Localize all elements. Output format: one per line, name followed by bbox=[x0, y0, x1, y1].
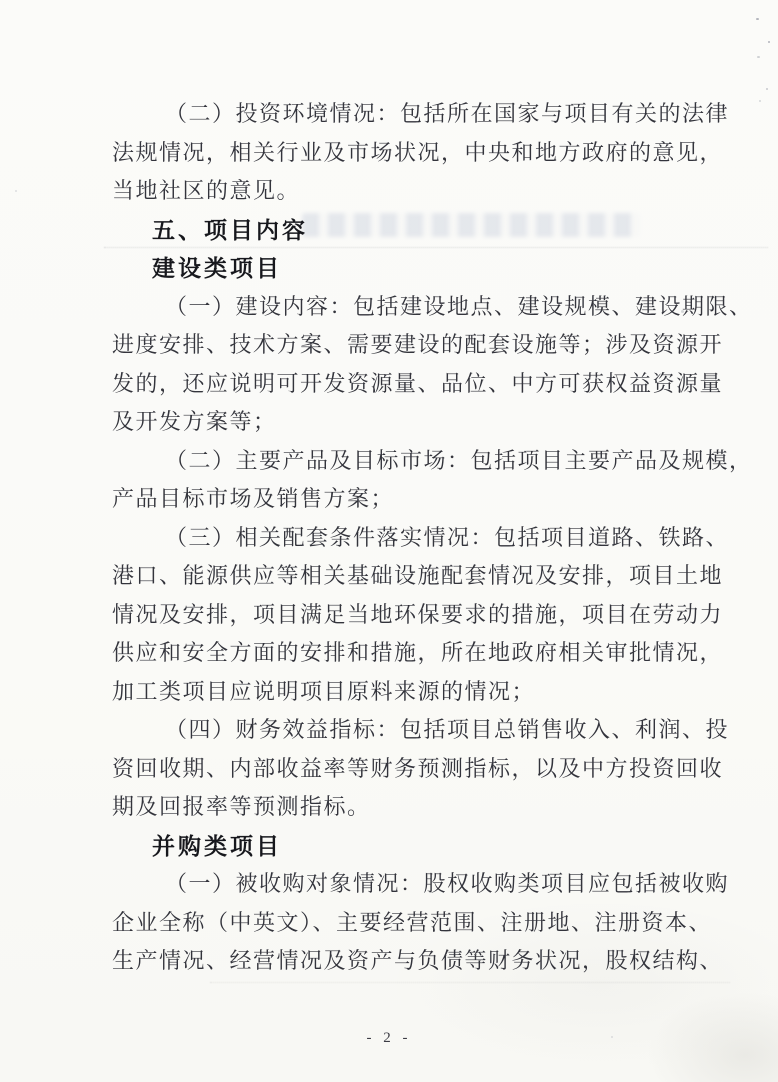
text-line: 情况及安排，项目满足当地环保要求的措施，项目在劳动力 bbox=[112, 601, 724, 627]
document-body bbox=[112, 95, 753, 981]
text-line: 企业全称（中英文）、主要经营范围、注册地、注册资本、 bbox=[112, 909, 713, 935]
text-line: （四）财务效益指标：包括项目总销售收入、利润、投 bbox=[165, 717, 730, 742]
text-line: 港口、能源供应等相关基础设施配套情况及安排，项目土地 bbox=[112, 563, 724, 588]
text-line: 产品目标市场及销售方案； bbox=[112, 486, 395, 511]
text-line: 当地社区的意见。 bbox=[112, 178, 301, 203]
scan-speck bbox=[766, 88, 768, 90]
section-heading: 建设类项目 bbox=[152, 255, 282, 281]
page-number: - 2 - bbox=[366, 1030, 412, 1046]
text-line: （一）被收购对象情况：股权收购类项目应包括被收购 bbox=[165, 871, 730, 896]
scan-streak bbox=[210, 982, 730, 983]
scan-speck bbox=[15, 190, 17, 192]
text-line: 供应和安全方面的安排和措施，所在地政府相关审批情况， bbox=[112, 640, 724, 665]
scan-speck bbox=[759, 100, 761, 102]
text-line: （一）建设内容：包括建设地点、建设规模、建设期限、 bbox=[165, 293, 753, 319]
text-line: 资回收期、内部收益率等财务预测指标，以及中方投资回收 bbox=[112, 755, 724, 781]
paragraph bbox=[112, 711, 730, 827]
text-line: 及开发方案等； bbox=[112, 409, 277, 434]
text-line: 加工类项目应说明项目原料来源的情况； bbox=[112, 678, 536, 704]
scan-speck bbox=[756, 18, 759, 20]
scan-speck bbox=[757, 56, 760, 58]
text-line: 法规情况，相关行业及市场状况，中央和地方政府的意见， bbox=[112, 139, 724, 165]
paragraph bbox=[112, 95, 730, 211]
paragraph bbox=[112, 288, 753, 442]
paragraph bbox=[112, 865, 730, 981]
section-heading: 五、项目内容 bbox=[152, 216, 308, 243]
section-heading: 并购类项目 bbox=[152, 832, 282, 859]
scan-speck bbox=[768, 41, 770, 43]
text-line: 进度安排、技术方案、需要建设的配套设施等；涉及资源开 bbox=[112, 332, 724, 357]
text-line: （三）相关配套条件落实情况：包括项目道路、铁路、 bbox=[165, 524, 730, 550]
text-line: 发的，还应说明可开发资源量、品位、中方可获权益资源量 bbox=[112, 370, 724, 396]
text-line: （二）主要产品及目标市场：包括项目主要产品及规模， bbox=[165, 447, 753, 473]
paragraph bbox=[112, 442, 753, 519]
text-line: 生产情况、经营情况及资产与负债等财务状况，股权结构、 bbox=[112, 948, 724, 973]
text-line: 期及回报率等预测指标。 bbox=[112, 794, 371, 819]
text-line: （二）投资环境情况：包括所在国家与项目有关的法律 bbox=[165, 101, 730, 126]
paragraph bbox=[112, 519, 730, 712]
